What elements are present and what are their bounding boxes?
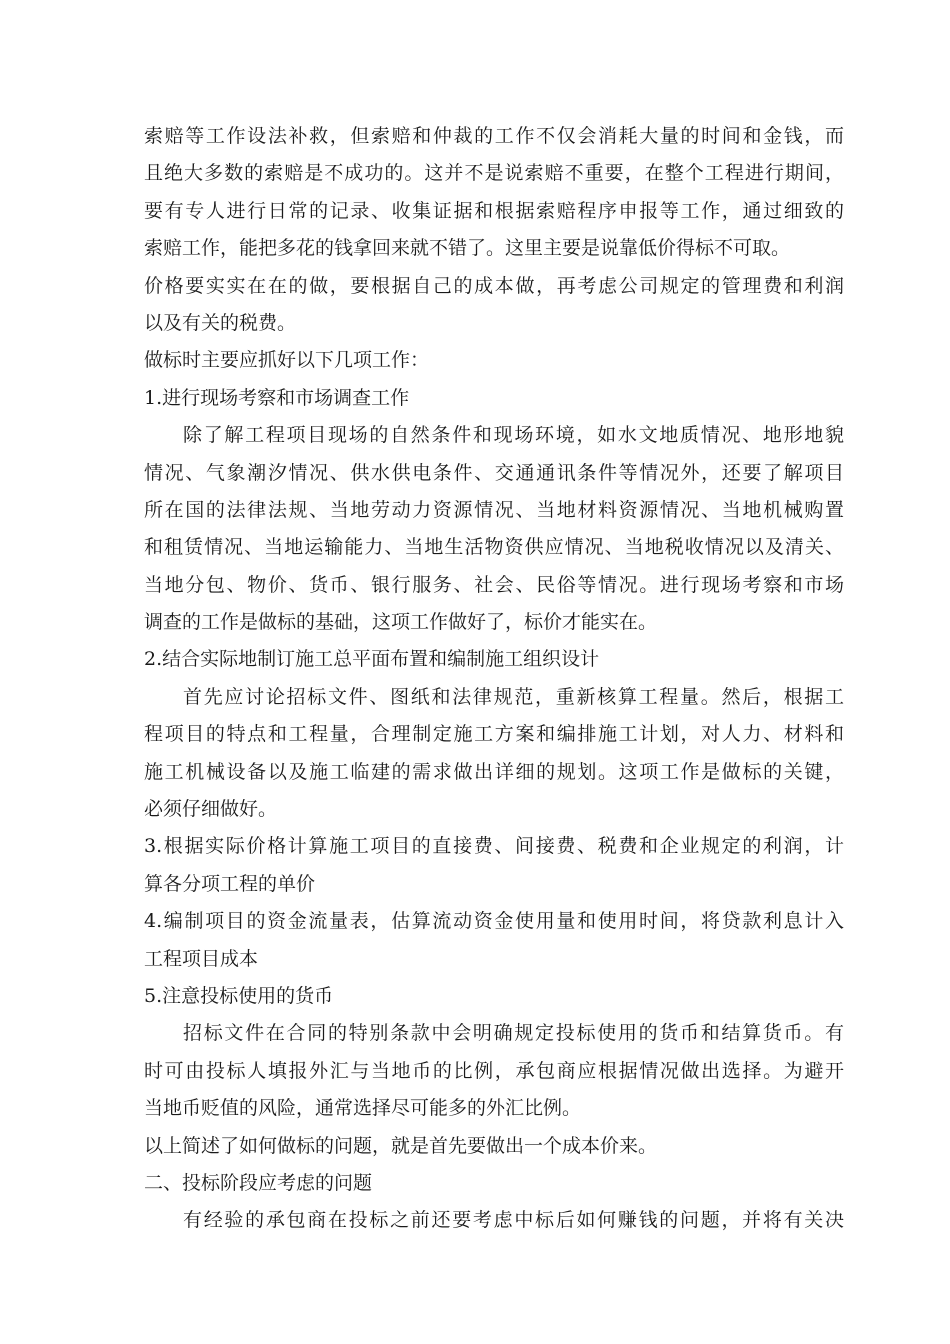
document-body xyxy=(144,118,844,1240)
text-line: 程项目的特点和工程量，合理制定施工方案和编排施工计划，对人力、材料和 xyxy=(144,723,844,746)
text-line: 做标时主要应抓好以下几项工作： xyxy=(144,349,430,372)
text-line: 索赔工作，能把多花的钱拿回来就不错了。这里主要是说靠低价得标不可取。 xyxy=(144,237,791,260)
text-line: 时可由投标人填报外汇与当地币的比例，承包商应根据情况做出选择。为避开 xyxy=(144,1059,844,1082)
section-heading: 5.注意投标使用的货币 xyxy=(144,984,334,1007)
text-line: 价格要实实在在的做，要根据自己的成本做，再考虑公司规定的管理费和利润 xyxy=(144,274,844,297)
section-heading: 4.编制项目的资金流量表，估算流动资金使用量和使用时间，将贷款利息计入 xyxy=(144,910,844,933)
section-heading: 3.根据实际价格计算施工项目的直接费、间接费、税费和企业规定的利润，计 xyxy=(144,835,844,858)
text-line: 以上简述了如何做标的问题，就是首先要做出一个成本价来。 xyxy=(144,1134,658,1157)
text-line: 所在国的法律法规、当地劳动力资源情况、当地材料资源情况、当地机械购置 xyxy=(144,498,844,521)
text-line: 索赔等工作设法补救，但索赔和仲裁的工作不仅会消耗大量的时间和金钱，而 xyxy=(144,125,844,147)
text-line: 除了解工程项目现场的自然条件和现场环境，如水文地质情况、地形地貌 xyxy=(183,424,844,447)
text-line: 当地币贬值的风险，通常选择尽可能多的外汇比例。 xyxy=(144,1097,582,1120)
text-line: 必须仔细做好。 xyxy=(144,798,278,821)
text-line: 施工机械设备以及施工临建的需求做出详细的规划。这项工作是做标的关键， xyxy=(144,760,844,783)
text-line: 有经验的承包商在投标之前还要考虑中标后如何赚钱的问题，并将有关决 xyxy=(183,1209,844,1232)
section-heading: 1.进行现场考察和市场调查工作 xyxy=(144,386,410,409)
section-heading: 工程项目成本 xyxy=(144,947,259,970)
text-line: 首先应讨论招标文件、图纸和法律规范，重新核算工程量。然后，根据工 xyxy=(183,685,844,708)
section-heading: 算各分项工程的单价 xyxy=(144,872,316,895)
text-line: 招标文件在合同的特别条款中会明确规定投标使用的货币和结算货币。有 xyxy=(183,1022,844,1045)
text-line: 情况、气象潮汐情况、供水供电条件、交通通讯条件等情况外，还要了解项目 xyxy=(144,461,844,484)
section-heading: 二、投标阶段应考虑的问题 xyxy=(144,1171,373,1194)
text-line: 以及有关的税费。 xyxy=(144,311,297,334)
text-line: 当地分包、物价、货币、银行服务、社会、民俗等情况。进行现场考察和市场 xyxy=(144,573,844,596)
section-heading: 2.结合实际地制订施工总平面布置和编制施工组织设计 xyxy=(144,648,600,671)
text-line: 要有专人进行日常的记录、收集证据和根据索赔程序申报等工作，通过细致的 xyxy=(144,199,844,222)
text-line: 且绝大多数的索赔是不成功的。这并不是说索赔不重要，在整个工程进行期间， xyxy=(144,162,844,185)
text-line: 和租赁情况、当地运输能力、当地生活物资供应情况、当地税收情况以及清关、 xyxy=(144,536,844,559)
text-line: 调查的工作是做标的基础，这项工作做好了，标价才能实在。 xyxy=(144,611,658,634)
